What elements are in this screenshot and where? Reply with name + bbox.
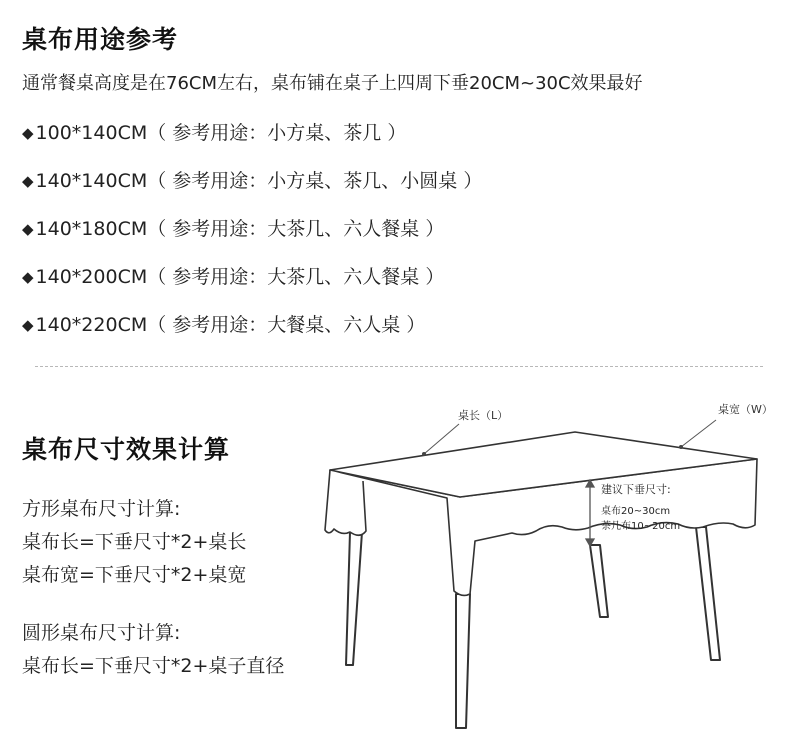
- diamond-bullet-icon: ◆: [22, 124, 34, 142]
- size-usage: （ 参考用途：小方桌、茶几 ）: [147, 122, 407, 144]
- length-pointer-dot: [422, 452, 426, 456]
- table-length-label: 桌长（L）: [458, 409, 509, 422]
- size-usage: （ 参考用途：大茶几、六人餐桌 ）: [147, 218, 445, 240]
- width-pointer-dot: [679, 445, 683, 449]
- usage-title: 桌布用途参考: [22, 25, 179, 54]
- size-value: 140*200CM: [35, 266, 148, 288]
- round-length-formula: 桌布长=下垂尺寸*2+桌子直径: [22, 655, 285, 677]
- drop-size-heading: 建议下垂尺寸:: [601, 483, 671, 496]
- square-heading: 方形桌布尺寸计算:: [22, 498, 181, 520]
- square-width-formula: 桌布宽=下垂尺寸*2+桌宽: [22, 564, 247, 586]
- size-value: 100*140CM: [35, 122, 148, 144]
- intro-text: 通常餐桌高度是在76CM左右，桌布铺在桌子上四周下垂20CM~30C效果最好: [22, 73, 643, 94]
- diamond-bullet-icon: ◆: [22, 172, 34, 190]
- size-value: 140*220CM: [35, 314, 148, 336]
- diamond-bullet-icon: ◆: [22, 268, 34, 286]
- table-width-label: 桌宽（W）: [718, 403, 773, 416]
- drop-size-tablecloth: 桌布20~30cm: [601, 506, 671, 517]
- diamond-bullet-icon: ◆: [22, 220, 34, 238]
- drop-size-tea-table: 茶几布10~20cm: [601, 521, 681, 532]
- size-usage: （ 参考用途：大茶几、六人餐桌 ）: [147, 266, 445, 288]
- size-value: 140*140CM: [35, 170, 148, 192]
- tablecloth: [325, 432, 757, 595]
- size-usage: （ 参考用途：小方桌、茶几、小圆桌 ）: [147, 170, 483, 192]
- calc-title: 桌布尺寸效果计算: [22, 435, 231, 464]
- round-heading: 圆形桌布尺寸计算:: [22, 622, 181, 644]
- table-legs: [346, 527, 720, 728]
- size-value: 140*180CM: [35, 218, 148, 240]
- square-length-formula: 桌布长=下垂尺寸*2+桌长: [22, 531, 247, 553]
- diamond-bullet-icon: ◆: [22, 316, 34, 334]
- size-usage: （ 参考用途：大餐桌、六人桌 ）: [147, 314, 426, 336]
